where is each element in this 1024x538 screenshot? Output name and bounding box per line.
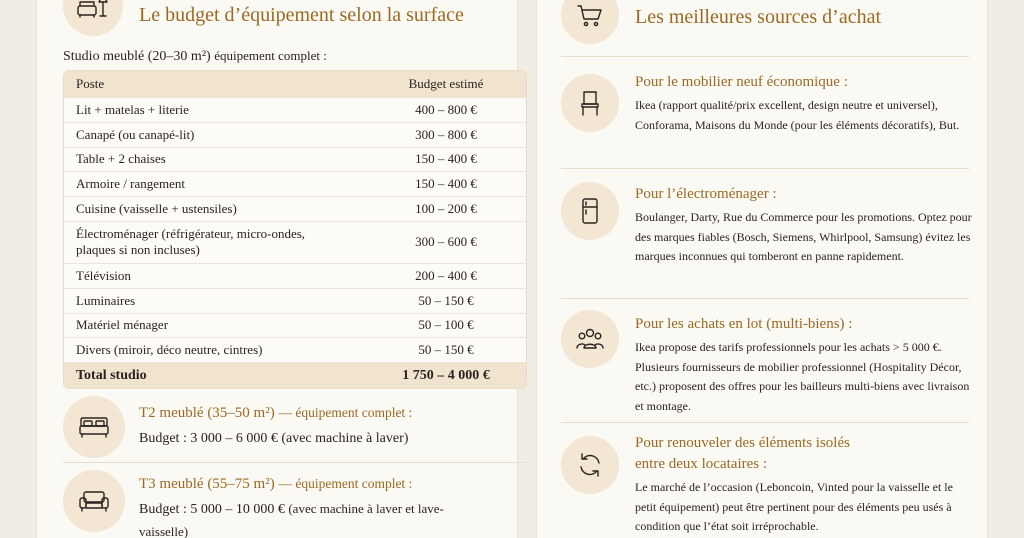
divider — [63, 462, 527, 463]
row-label: Télévision — [76, 267, 131, 283]
t2-title-suffix: — équipement complet : — [278, 405, 413, 420]
t2-block — [63, 396, 527, 460]
chair-icon — [561, 74, 619, 132]
row-value: 50 – 150 € — [418, 342, 474, 358]
divider — [561, 298, 969, 299]
studio-subtitle-main: Studio meublé (20–30 m²) — [63, 49, 211, 64]
source-text: Ikea propose des tarifs professionnels pour les achats > 5 000 €. Plusieurs fournisseurs de mobilier professionnel (Hospitality Décor, etc.) proposent des offres pour les bailleurs multi-biens avec livraison et montage. — [635, 340, 970, 413]
table-row — [64, 221, 526, 263]
row-label: Luminaires — [76, 292, 136, 308]
source-item — [537, 428, 989, 538]
t3-title-suffix: — équipement complet : — [278, 476, 413, 491]
fridge-icon — [561, 182, 619, 240]
table-header — [64, 71, 526, 97]
t3-title — [139, 476, 412, 493]
source-text: Le marché de l’occasion (Leboncoin, Vinted pour la vaisselle et le petit équipement) peut être pertinent pour des éléments peu usés à condition que l’état soit irréprochable. — [635, 480, 953, 533]
table-row — [64, 288, 526, 313]
t3-block — [63, 468, 527, 538]
furniture-icon — [63, 0, 123, 36]
total-label: Total studio — [76, 367, 147, 383]
t3-title-main: T3 meublé (55–75 m²) — [139, 476, 275, 492]
header-budget: Budget estimé — [408, 76, 484, 91]
row-value: 400 – 800 € — [415, 101, 477, 117]
row-value: 300 – 600 € — [415, 234, 477, 250]
source-text: Ikea (rapport qualité/prix excellent, design neutre et universel), Conforama, Maisons du Monde (pour les éléments décoratifs), But. — [635, 98, 960, 132]
row-value: 50 – 100 € — [418, 317, 474, 333]
table-row — [64, 97, 526, 122]
left-panel — [36, 0, 518, 538]
source-title: Pour l’électroménager : — [635, 186, 777, 202]
table-row — [64, 263, 526, 288]
divider — [561, 422, 969, 423]
t2-title — [139, 405, 412, 422]
row-label: Armoire / rangement — [76, 176, 186, 192]
row-value: 50 – 150 € — [418, 292, 474, 308]
divider — [561, 56, 969, 57]
studio-subtitle-small: équipement complet : — [214, 48, 327, 63]
group-icon — [561, 310, 619, 368]
t3-budget-small: (avec machine à laver et lave-vaisselle) — [139, 501, 444, 538]
row-value: 150 – 400 € — [415, 176, 477, 192]
total-value: 1 750 – 4 000 € — [402, 367, 490, 383]
row-label: Matériel ménager — [76, 317, 169, 333]
studio-budget-table — [63, 70, 527, 389]
table-row — [64, 147, 526, 172]
t3-budget — [139, 498, 449, 538]
header-poste: Poste — [76, 76, 105, 91]
row-value: 200 – 400 € — [415, 267, 477, 283]
t2-budget: Budget : 3 000 – 6 000 € (avec machine à laver) — [139, 431, 409, 446]
section-title-budget: Le budget d’équipement selon la surface — [139, 4, 464, 26]
studio-subtitle — [63, 48, 327, 65]
row-value: 150 – 400 € — [415, 151, 477, 167]
source-item — [537, 64, 989, 164]
table-row — [64, 196, 526, 221]
section-title-sources: Les meilleures sources d’achat — [635, 6, 882, 28]
row-label: Électroménager (réfrigérateur, micro-ondes, plaques si non incluses) — [76, 226, 306, 258]
row-value: 300 – 800 € — [415, 126, 477, 142]
source-item — [537, 306, 989, 424]
divider — [561, 168, 969, 169]
table-row — [64, 313, 526, 338]
row-label: Lit + matelas + literie — [76, 101, 189, 117]
row-label: Table + 2 chaises — [76, 151, 166, 167]
source-title: Pour renouveler des éléments isolés entre deux locataires : — [635, 435, 850, 472]
sofa-icon — [63, 470, 125, 532]
shopping-cart-icon — [561, 0, 619, 44]
bed-icon — [63, 396, 125, 458]
source-item — [537, 176, 989, 294]
table-row — [64, 122, 526, 147]
source-title: Pour le mobilier neuf économique : — [635, 74, 848, 90]
row-label: Cuisine (vaisselle + ustensiles) — [76, 201, 237, 217]
table-row — [64, 337, 526, 362]
row-value: 100 – 200 € — [415, 201, 477, 217]
row-label: Canapé (ou canapé-lit) — [76, 126, 195, 142]
row-label: Divers (miroir, déco neutre, cintres) — [76, 342, 263, 358]
table-total-row — [64, 362, 526, 388]
source-text: Boulanger, Darty, Rue du Commerce pour les promotions. Optez pour des marques fiables (Bosch, Siemens, Whirlpool, Samsung) évitez les marques inconnues qui tomberont en panne rapidement. — [635, 210, 972, 263]
table-row — [64, 171, 526, 196]
refresh-icon — [561, 436, 619, 494]
source-title: Pour les achats en lot (multi-biens) : — [635, 316, 853, 332]
right-panel — [536, 0, 988, 538]
t2-title-main: T2 meublé (35–50 m²) — [139, 405, 275, 421]
t3-budget-main: Budget : 5 000 – 10 000 € — [139, 502, 285, 517]
